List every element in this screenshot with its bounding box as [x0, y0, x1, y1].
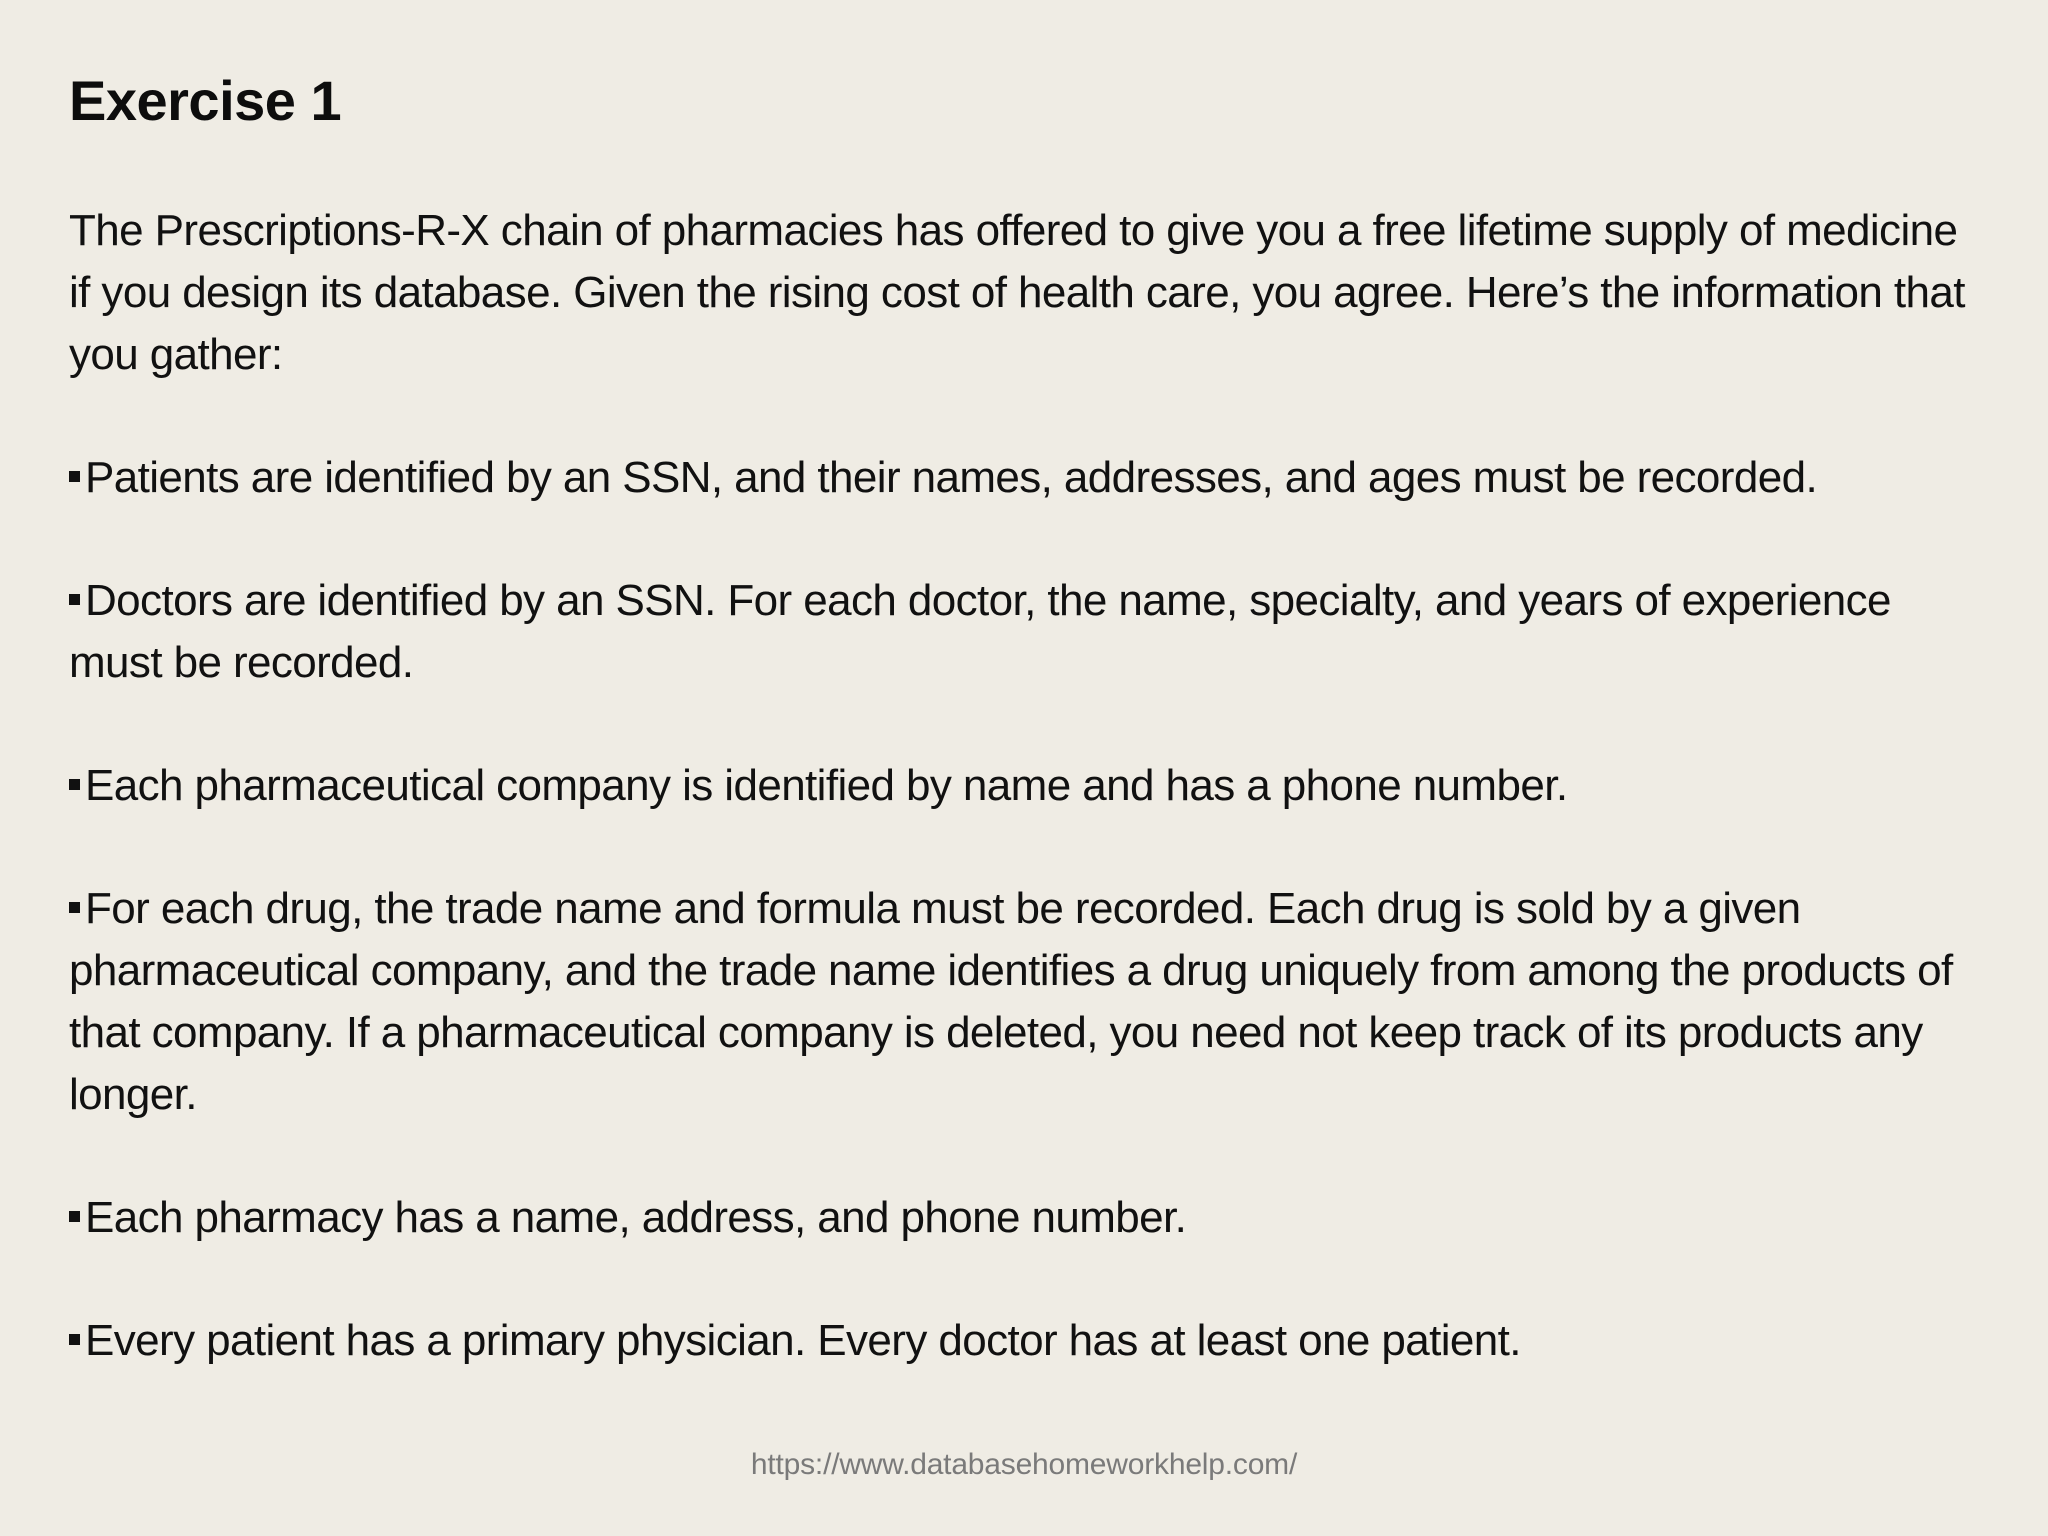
bullet-text: For each drug, the trade name and formula must be recorded. Each drug is sold by a given pharmaceutical company, and the trade name identifies a drug uniquely from among the products of that company. If a pharmaceutical company is deleted, you need not keep track of its products any longer.	[69, 884, 1953, 1119]
square-bullet-icon	[69, 1334, 80, 1345]
bullet-item-companies	[69, 755, 1989, 817]
bullet-text: Each pharmaceutical company is identified by name and has a phone number.	[85, 761, 1568, 810]
bullet-text: Every patient has a primary physician. Every doctor has at least one patient.	[85, 1316, 1521, 1365]
footer-url[interactable]: https://www.databasehomeworkhelp.com/	[750, 1448, 1298, 1481]
bullet-item-physicians	[69, 1310, 1989, 1372]
intro-paragraph: The Prescriptions-R-X chain of pharmacies has offered to give you a free lifetime supply of medicine if you design its database. Given the rising cost of health care, you agree. Here’s the information that you gather:	[69, 206, 1965, 379]
bullet-text: Doctors are identified by an SSN. For each doctor, the name, specialty, and years of experience must be recorded.	[69, 576, 1891, 687]
square-bullet-icon	[69, 471, 80, 482]
bullet-text: Patients are identified by an SSN, and their names, addresses, and ages must be recorded.	[85, 453, 1818, 502]
square-bullet-icon	[69, 1211, 80, 1222]
bullet-item-doctors	[69, 570, 1989, 694]
bullet-item-pharmacies	[69, 1187, 1989, 1249]
bullet-item-drugs	[69, 878, 1989, 1126]
square-bullet-icon	[69, 779, 80, 790]
square-bullet-icon	[69, 594, 80, 605]
bullet-text: Each pharmacy has a name, address, and phone number.	[85, 1193, 1187, 1242]
slide-title: Exercise 1	[69, 69, 342, 132]
square-bullet-icon	[69, 902, 80, 913]
bullet-item-patients	[69, 447, 1989, 509]
slide-content	[69, 200, 1989, 1433]
